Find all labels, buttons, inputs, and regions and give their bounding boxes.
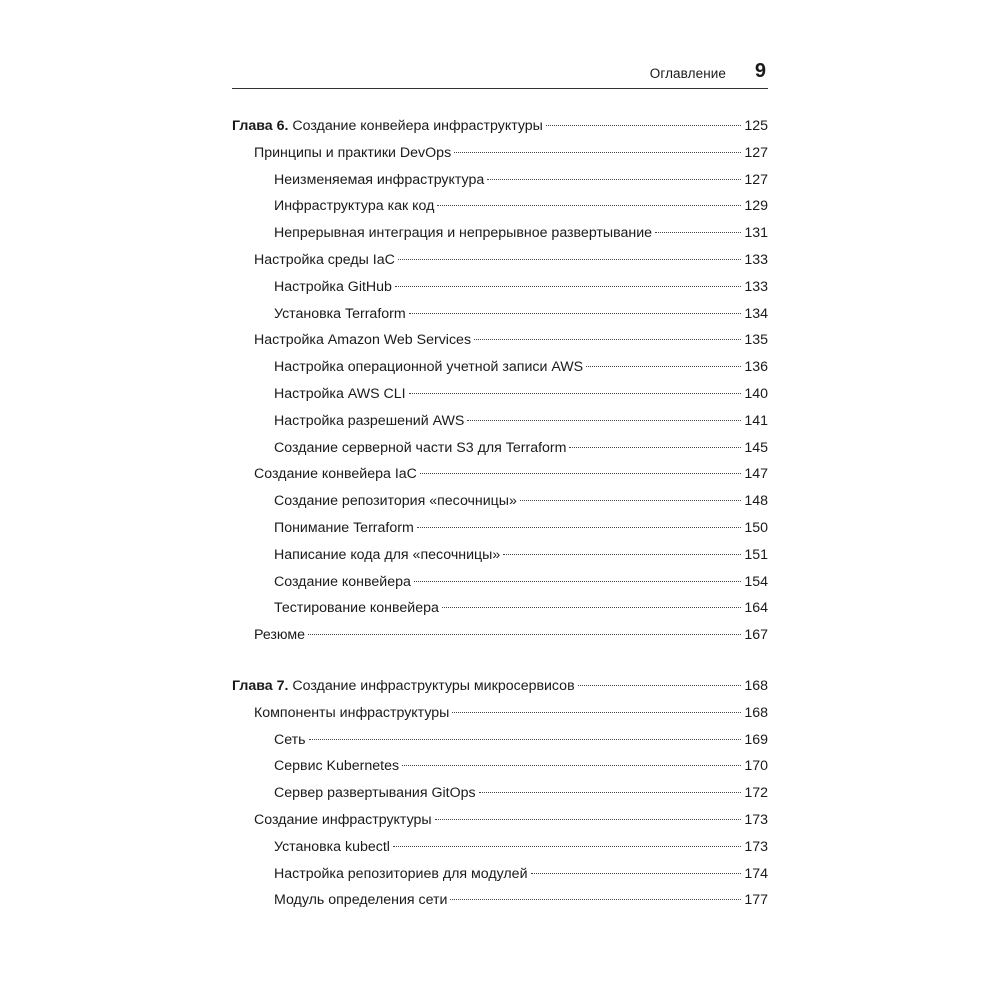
toc-entry-title: [274, 220, 652, 247]
toc-entry-text: Создание инфраструктуры: [254, 811, 432, 828]
table-of-contents: [232, 113, 768, 914]
toc-page-number: 140: [744, 385, 768, 402]
toc-entry-title: [254, 622, 305, 649]
toc-entry-text: Создание серверной части S3 для Terraform: [274, 439, 567, 456]
toc-entry-text: Тестирование конвейера: [274, 600, 439, 617]
toc-subsection-entry: [232, 381, 768, 408]
toc-entry-title: [274, 354, 583, 381]
toc-entry-title: [232, 113, 543, 140]
dot-leader: [402, 765, 741, 766]
toc-subsection-entry: [232, 887, 768, 914]
toc-entry-title: [274, 727, 306, 754]
toc-subsection-entry: [232, 167, 768, 194]
toc-subsection-entry: [232, 753, 768, 780]
dot-leader: [578, 685, 742, 686]
dot-leader: [409, 313, 742, 314]
toc-section-entry: [232, 700, 768, 727]
toc-entry-title: [274, 542, 500, 569]
header-title: Оглавление: [649, 66, 726, 81]
toc-page-number: 135: [744, 332, 768, 349]
toc-section-entry: [232, 247, 768, 274]
toc-subsection-entry: [232, 488, 768, 515]
toc-page-number: 173: [744, 811, 768, 828]
toc-section-entry: [232, 807, 768, 834]
toc-entry-text: Создание конвейера: [274, 573, 411, 590]
dot-leader: [569, 447, 741, 448]
toc-entry-title: [274, 753, 399, 780]
toc-subsection-entry: [232, 193, 768, 220]
toc-page-number: 173: [744, 838, 768, 855]
toc-chapter-entry: [232, 113, 768, 140]
toc-entry-title: [274, 780, 476, 807]
toc-page-number: 136: [744, 359, 768, 376]
toc-entry-text: Сервер развертывания GitOps: [274, 785, 476, 802]
toc-page-number: 134: [744, 305, 768, 322]
toc-entry-title: [254, 807, 432, 834]
toc-page-number: 164: [744, 600, 768, 617]
toc-page-number: 169: [744, 731, 768, 748]
toc-entry-title: [274, 595, 439, 622]
toc-page-number: 167: [744, 627, 768, 644]
dot-leader: [450, 899, 741, 900]
dot-leader: [309, 739, 742, 740]
toc-page-number: 133: [744, 251, 768, 268]
toc-entry-text: Резюме: [254, 627, 306, 644]
toc-entry-title: [254, 140, 451, 167]
toc-entry-text: Сервис Kubernetes: [274, 758, 400, 775]
dot-leader: [398, 259, 741, 260]
toc-entry-title: [274, 488, 517, 515]
toc-entry-text: Понимание Terraform: [274, 519, 414, 536]
dot-leader: [435, 819, 742, 820]
toc-entry-text: Непрерывная интеграция и непрерывное развертывание: [274, 225, 653, 242]
toc-page-number: 168: [744, 704, 768, 721]
toc-entry-title: [274, 301, 406, 328]
toc-page-number: 172: [744, 785, 768, 802]
toc-page-number: 131: [744, 225, 768, 242]
toc-subsection-entry: [232, 542, 768, 569]
toc-entry-title: [274, 435, 566, 462]
dot-leader: [479, 792, 742, 793]
toc-entry-title: [254, 247, 395, 274]
toc-section-entry: [232, 461, 768, 488]
toc-entry-title: [274, 887, 447, 914]
toc-entry-title: [274, 515, 414, 542]
toc-entry-text: Неизменяемая инфраструктура: [274, 171, 485, 188]
toc-page-number: 148: [744, 493, 768, 510]
toc-page-number: 168: [744, 677, 768, 694]
toc-entry-text: Настройка Amazon Web Services: [254, 332, 472, 349]
toc-subsection-entry: [232, 834, 768, 861]
dot-leader: [437, 205, 741, 206]
toc-subsection-entry: [232, 301, 768, 328]
toc-entry-text: Настройка репозиториев для модулей: [274, 865, 528, 882]
toc-entry-text: Настройка операционной учетной записи AWS: [274, 359, 584, 376]
dot-leader: [586, 366, 741, 367]
dot-leader: [655, 232, 741, 233]
toc-entry-title: [274, 381, 406, 408]
toc-section-entry: [232, 327, 768, 354]
dot-leader: [546, 125, 741, 126]
toc-page-number: 174: [744, 865, 768, 882]
toc-subsection-entry: [232, 274, 768, 301]
toc-entry-text: Установка Terraform: [274, 305, 406, 322]
toc-page-number: 129: [744, 198, 768, 215]
toc-page-number: 170: [744, 758, 768, 775]
toc-subsection-entry: [232, 861, 768, 888]
chapter-block: [232, 113, 768, 649]
toc-subsection-entry: [232, 569, 768, 596]
toc-entry-title: [274, 834, 390, 861]
toc-entry-text: Создание репозитория «песочницы»: [274, 493, 517, 510]
dot-leader: [420, 473, 741, 474]
toc-entry-text: Принципы и практики DevOps: [254, 144, 452, 161]
toc-entry-text: Создание конвейера IaC: [254, 466, 417, 483]
toc-entry-text: Настройка среды IaC: [254, 251, 395, 268]
toc-entry-title: [274, 167, 484, 194]
dot-leader: [393, 846, 741, 847]
page-number: 9: [754, 60, 766, 82]
toc-entry-title: [254, 700, 449, 727]
toc-entry-text: Настройка разрешений AWS: [274, 412, 465, 429]
toc-entry-title: [274, 861, 528, 888]
dot-leader: [474, 339, 741, 340]
toc-section-entry: [232, 622, 768, 649]
toc-page-number: 133: [744, 278, 768, 295]
toc-entry-title: [274, 193, 434, 220]
dot-leader: [503, 554, 741, 555]
toc-page-number: 151: [744, 546, 768, 563]
toc-subsection-entry: [232, 595, 768, 622]
dot-leader: [454, 152, 741, 153]
dot-leader: [414, 581, 741, 582]
toc-page-number: 125: [744, 118, 768, 134]
toc-entry-title: [274, 569, 411, 596]
chapter-number: Глава 7.: [232, 677, 289, 694]
toc-subsection-entry: [232, 408, 768, 435]
toc-entry-title: [274, 408, 464, 435]
toc-entry-text: Создание конвейера инфраструктуры: [288, 118, 543, 134]
toc-entry-title: [232, 673, 575, 700]
toc-entry-text: Установка kubectl: [274, 838, 390, 855]
dot-leader: [531, 873, 742, 874]
running-header: [232, 60, 768, 89]
toc-chapter-entry: [232, 673, 768, 700]
toc-page-number: 147: [744, 466, 768, 483]
toc-subsection-entry: [232, 220, 768, 247]
toc-page-number: 150: [744, 519, 768, 536]
toc-subsection-entry: [232, 435, 768, 462]
dot-leader: [487, 179, 741, 180]
toc-subsection-entry: [232, 354, 768, 381]
toc-subsection-entry: [232, 727, 768, 754]
toc-entry-text: Настройка AWS CLI: [274, 385, 406, 402]
toc-entry-text: Написание кода для «песочницы»: [274, 546, 501, 563]
toc-entry-title: [274, 274, 392, 301]
toc-entry-text: Модуль определения сети: [274, 892, 448, 909]
toc-page-number: 141: [744, 412, 768, 429]
dot-leader: [417, 527, 742, 528]
toc-page-number: 154: [744, 573, 768, 590]
chapter-number: Глава 6.: [232, 118, 289, 134]
toc-page-number: 177: [744, 892, 768, 909]
toc-entry-text: Сеть: [274, 731, 306, 748]
toc-entry-title: [254, 461, 417, 488]
toc-section-entry: [232, 140, 768, 167]
dot-leader: [467, 420, 741, 421]
dot-leader: [409, 393, 742, 394]
toc-entry-text: Компоненты инфраструктуры: [254, 704, 450, 721]
dot-leader: [452, 712, 741, 713]
chapter-block: [232, 673, 768, 914]
toc-page-number: 145: [744, 439, 768, 456]
toc-entry-title: [254, 327, 471, 354]
dot-leader: [520, 500, 741, 501]
toc-page-number: 127: [744, 171, 768, 188]
toc-page-number: 127: [744, 144, 768, 161]
toc-entry-text: Инфраструктура как код: [274, 198, 435, 215]
dot-leader: [308, 634, 741, 635]
toc-subsection-entry: [232, 515, 768, 542]
toc-entry-text: Настройка GitHub: [274, 278, 392, 295]
dot-leader: [442, 607, 741, 608]
toc-entry-text: Создание инфраструктуры микросервисов: [288, 677, 575, 694]
toc-subsection-entry: [232, 780, 768, 807]
dot-leader: [395, 286, 741, 287]
